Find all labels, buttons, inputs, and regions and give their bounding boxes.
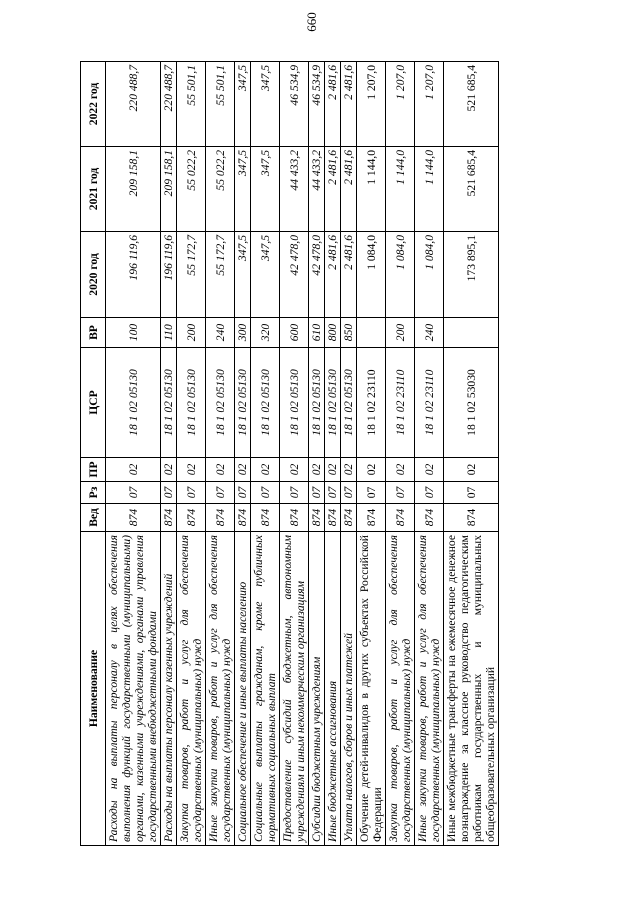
- cell-name: Социальное обеспечение и иные выплаты населению: [235, 532, 251, 846]
- cell-y2022: 347,5: [235, 62, 251, 147]
- cell-ved: 874: [444, 504, 499, 532]
- cell-pr: 02: [206, 458, 235, 482]
- table-row: [206, 62, 235, 846]
- table-row: [341, 62, 357, 846]
- header-pr: ПР: [81, 458, 106, 482]
- cell-y2020: 347,5: [251, 232, 280, 318]
- cell-pr: 02: [341, 458, 357, 482]
- cell-vr: 100: [106, 318, 161, 348]
- cell-rz: 07: [309, 482, 325, 504]
- cell-y2022: 46 534,9: [280, 62, 309, 147]
- cell-name: Расходы на выплаты персоналу в целях обеспечения выполнения функций государственными (муниципальными) органами, казенными учреждениями, органами управления государственными внебюджетными фондами: [106, 532, 161, 846]
- cell-csr: 18 1 02 05130: [251, 348, 280, 458]
- cell-y2021: 55 022,2: [177, 147, 206, 232]
- cell-y2020: 42 478,0: [309, 232, 325, 318]
- cell-vr: 240: [415, 318, 444, 348]
- cell-rz: 07: [106, 482, 161, 504]
- cell-pr: 02: [177, 458, 206, 482]
- table-row: [280, 62, 309, 846]
- cell-name: Предоставление субсидий бюджетным, автономным учреждениям и иным некоммерческим организациям: [280, 532, 309, 846]
- cell-y2021: 347,5: [251, 147, 280, 232]
- cell-ved: 874: [357, 504, 386, 532]
- cell-ved: 874: [161, 504, 177, 532]
- cell-ved: 874: [341, 504, 357, 532]
- cell-name: Уплата налогов, сборов и иных платежей: [341, 532, 357, 846]
- cell-pr: 02: [280, 458, 309, 482]
- cell-csr: 18 1 02 05130: [106, 348, 161, 458]
- cell-rz: 07: [357, 482, 386, 504]
- cell-ved: 874: [325, 504, 341, 532]
- table-row: [235, 62, 251, 846]
- cell-rz: 07: [444, 482, 499, 504]
- cell-name: Закупка товаров, работ и услуг для обеспечения государственных (муниципальных) нужд: [386, 532, 415, 846]
- cell-name: Иные закупки товаров, работ и услуг для обеспечения государственных (муниципальных) нужд: [206, 532, 235, 846]
- header-vr: ВР: [81, 318, 106, 348]
- cell-y2020: 1 084,0: [415, 232, 444, 318]
- cell-y2022: 2 481,6: [325, 62, 341, 147]
- cell-vr: [444, 318, 499, 348]
- cell-csr: 18 1 02 53030: [444, 348, 499, 458]
- cell-name: Субсидии бюджетным учреждениям: [309, 532, 325, 846]
- cell-y2021: 209 158,1: [161, 147, 177, 232]
- table-row: [251, 62, 280, 846]
- cell-vr: 200: [177, 318, 206, 348]
- cell-name: Иные бюджетные ассигнования: [325, 532, 341, 846]
- cell-rz: 07: [161, 482, 177, 504]
- cell-y2020: 1 084,0: [386, 232, 415, 318]
- table-row: [357, 62, 386, 846]
- header-ved: Вед: [81, 504, 106, 532]
- cell-vr: 850: [341, 318, 357, 348]
- cell-pr: 02: [235, 458, 251, 482]
- cell-csr: 18 1 02 05130: [280, 348, 309, 458]
- table-row: [325, 62, 341, 846]
- cell-y2022: 521 685,4: [444, 62, 499, 147]
- cell-y2022: 220 488,7: [161, 62, 177, 147]
- cell-csr: 18 1 02 05130: [325, 348, 341, 458]
- cell-name: Закупка товаров, работ и услуг для обеспечения государственных (муниципальных) нужд: [177, 532, 206, 846]
- cell-vr: 610: [309, 318, 325, 348]
- table-row: [309, 62, 325, 846]
- page-number: 660: [304, 12, 319, 32]
- cell-y2021: 1 144,0: [415, 147, 444, 232]
- cell-ved: 874: [280, 504, 309, 532]
- cell-ved: 874: [251, 504, 280, 532]
- cell-rz: 07: [386, 482, 415, 504]
- cell-csr: 18 1 02 05130: [177, 348, 206, 458]
- cell-y2022: 46 534,9: [309, 62, 325, 147]
- cell-y2022: 55 501,1: [206, 62, 235, 147]
- cell-pr: 02: [386, 458, 415, 482]
- cell-pr: 02: [106, 458, 161, 482]
- cell-csr: 18 1 02 23110: [415, 348, 444, 458]
- cell-y2022: 2 481,6: [341, 62, 357, 147]
- cell-y2022: 1 207,0: [415, 62, 444, 147]
- cell-rz: 07: [177, 482, 206, 504]
- cell-name: Иные закупки товаров, работ и услуг для обеспечения государственных (муниципальных) нужд: [415, 532, 444, 846]
- cell-y2021: 44 433,2: [309, 147, 325, 232]
- cell-y2020: 55 172,7: [177, 232, 206, 318]
- cell-y2020: 55 172,7: [206, 232, 235, 318]
- cell-csr: 18 1 02 05130: [341, 348, 357, 458]
- header-2021: 2021 год: [81, 147, 106, 232]
- cell-vr: 800: [325, 318, 341, 348]
- table-body: [106, 62, 499, 846]
- cell-y2021: 1 144,0: [357, 147, 386, 232]
- header-2020: 2020 год: [81, 232, 106, 318]
- cell-name: Иные межбюджетные трансферты на ежемесячное денежное вознаграждение за классное руководство педагогическим работникам государственных и муниципальных общеобразовательных организаций: [444, 532, 499, 846]
- header-2022: 2022 год: [81, 62, 106, 147]
- cell-y2020: 347,5: [235, 232, 251, 318]
- cell-pr: 02: [161, 458, 177, 482]
- header-name: Наименование: [81, 532, 106, 846]
- cell-y2022: 1 207,0: [357, 62, 386, 147]
- cell-pr: 02: [415, 458, 444, 482]
- cell-y2022: 1 207,0: [386, 62, 415, 147]
- cell-y2021: 2 481,6: [325, 147, 341, 232]
- cell-y2021: 347,5: [235, 147, 251, 232]
- budget-table-rotated: [80, 62, 556, 846]
- cell-y2022: 347,5: [251, 62, 280, 147]
- cell-vr: 300: [235, 318, 251, 348]
- cell-pr: 02: [357, 458, 386, 482]
- table-row: [161, 62, 177, 846]
- cell-rz: 07: [206, 482, 235, 504]
- cell-rz: 07: [280, 482, 309, 504]
- cell-ved: 874: [235, 504, 251, 532]
- cell-pr: 02: [444, 458, 499, 482]
- table-row: [444, 62, 499, 846]
- cell-y2020: 196 119,6: [106, 232, 161, 318]
- cell-name: Обучение детей-инвалидов в других субъектах Российской Федерации: [357, 532, 386, 846]
- cell-y2020: 173 895,1: [444, 232, 499, 318]
- cell-y2020: 42 478,0: [280, 232, 309, 318]
- cell-rz: 07: [325, 482, 341, 504]
- budget-table: [80, 61, 499, 846]
- cell-csr: 18 1 02 05130: [235, 348, 251, 458]
- cell-csr: 18 1 02 05130: [309, 348, 325, 458]
- cell-vr: 110: [161, 318, 177, 348]
- cell-rz: 07: [251, 482, 280, 504]
- cell-csr: 18 1 02 23110: [386, 348, 415, 458]
- cell-y2020: 196 119,6: [161, 232, 177, 318]
- cell-vr: 240: [206, 318, 235, 348]
- cell-y2020: 2 481,6: [341, 232, 357, 318]
- cell-vr: 200: [386, 318, 415, 348]
- cell-name: Социальные выплаты гражданам, кроме публичных нормативных социальных выплат: [251, 532, 280, 846]
- cell-ved: 874: [177, 504, 206, 532]
- cell-y2020: 2 481,6: [325, 232, 341, 318]
- table-row: [386, 62, 415, 846]
- table-row: [106, 62, 161, 846]
- table-row: [415, 62, 444, 846]
- cell-rz: 07: [415, 482, 444, 504]
- cell-ved: 874: [206, 504, 235, 532]
- cell-name: Расходы на выплаты персоналу казенных учреждений: [161, 532, 177, 846]
- cell-csr: 18 1 02 05130: [161, 348, 177, 458]
- cell-y2020: 1 084,0: [357, 232, 386, 318]
- cell-vr: 600: [280, 318, 309, 348]
- cell-y2021: 55 022,2: [206, 147, 235, 232]
- cell-pr: 02: [251, 458, 280, 482]
- cell-y2021: 2 481,6: [341, 147, 357, 232]
- table-header-row: [81, 62, 106, 846]
- cell-ved: 874: [386, 504, 415, 532]
- header-rz: Рз: [81, 482, 106, 504]
- cell-rz: 07: [341, 482, 357, 504]
- cell-vr: 320: [251, 318, 280, 348]
- cell-rz: 07: [235, 482, 251, 504]
- cell-ved: 874: [309, 504, 325, 532]
- cell-y2021: 521 685,4: [444, 147, 499, 232]
- cell-pr: 02: [325, 458, 341, 482]
- cell-csr: 18 1 02 23110: [357, 348, 386, 458]
- table-row: [177, 62, 206, 846]
- header-csr: ЦСР: [81, 348, 106, 458]
- cell-csr: 18 1 02 05130: [206, 348, 235, 458]
- cell-y2021: 44 433,2: [280, 147, 309, 232]
- cell-ved: 874: [415, 504, 444, 532]
- cell-y2021: 1 144,0: [386, 147, 415, 232]
- cell-vr: [357, 318, 386, 348]
- cell-ved: 874: [106, 504, 161, 532]
- cell-pr: 02: [309, 458, 325, 482]
- cell-y2022: 220 488,7: [106, 62, 161, 147]
- cell-y2022: 55 501,1: [177, 62, 206, 147]
- cell-y2021: 209 158,1: [106, 147, 161, 232]
